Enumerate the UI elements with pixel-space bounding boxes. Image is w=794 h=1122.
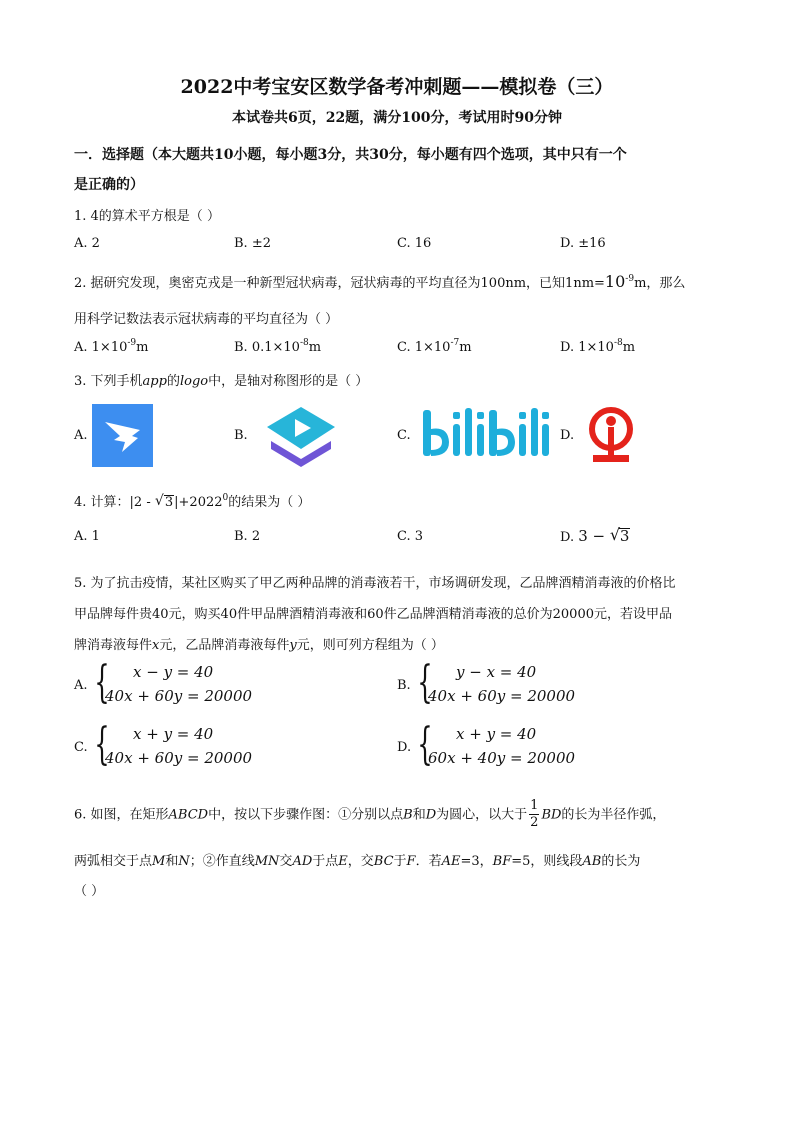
fraction-one-half: $\frac{1}{2}$ — [530, 798, 539, 831]
q5-option-b-eq1: y − x = 40 — [456, 663, 537, 681]
q2-option-a: A. $1\times 10^{-9}m$ — [74, 338, 149, 355]
sqrt-symbol: √ 3 — [154, 493, 174, 510]
q3-option-a-label: A. — [74, 428, 88, 443]
q5-option-b-label: B. — [397, 678, 411, 693]
q4-option-a: A. 1 — [74, 529, 100, 544]
question-4-stem: 4. 计算：|2 - √ $3|+2022^0$的结果为（ ） — [74, 493, 311, 510]
page-title: 2022中考宝安区数学备考冲刺题——模拟卷（三） — [180, 76, 614, 98]
question-2-stem — [74, 272, 685, 291]
question-1-stem: 1. 4的算术平方根是（ ） — [74, 209, 220, 224]
q5-option-d-label: D. — [397, 740, 412, 755]
page-subtitle: 本试卷共6页，22题，满分100分，考试用时90分钟 — [232, 110, 562, 126]
q5-option-d-eq2: 60x + 40y = 20000 — [428, 749, 576, 767]
q3-option-b-label: B. — [234, 428, 248, 443]
q3-option-c-label: C. — [397, 428, 411, 443]
q5-option-c-brace: { — [94, 719, 110, 770]
q1-option-c: C. 16 — [397, 236, 432, 251]
dingtalk-logo-icon — [92, 404, 153, 467]
q2-stem-text: 2. 据研究发现，奥密克戎是一种新型冠状病毒，冠状病毒的平均直径为100nm，已知1nm= — [74, 276, 605, 291]
q1-option-a: A. 2 — [74, 236, 100, 251]
q2-option-c: C. $1\times 10^{-7}m$ — [397, 338, 472, 355]
question-6-line3: （ ） — [74, 884, 105, 899]
q5-option-a-label: A. — [74, 678, 88, 693]
question-3-stem: 3. 下列手机app的logo中，是轴对称图形的是（ ） — [74, 374, 369, 389]
q3-option-d-label: D. — [560, 428, 575, 443]
q5-option-a-eq2: 40x + 60y = 20000 — [105, 687, 253, 705]
question-5-line1: 5. 为了抗击疫情，某社区购买了甲乙两种品牌的消毒液若干，市场调研发现，乙品牌酒精消毒液的价格比 — [74, 576, 676, 591]
q4-option-d: D. 3 − √ 3 — [560, 525, 630, 545]
q5-option-c-label: C. — [74, 740, 88, 755]
question-6-line1: 6. 如图，在矩形ABCD中，按以下步骤作图：①分别以点B和D为圆心，以大于 $\frac{1}{2}$ BD的长为半径作弧， — [74, 798, 666, 831]
question-5-line3: 牌消毒液每件x元，乙品牌消毒液每件y元，则可列方程组为（ ） — [74, 638, 444, 653]
q1-option-d: D. ±16 — [560, 236, 606, 251]
q5-option-a-eq1: x − y = 40 — [133, 663, 214, 681]
bilibili-logo-icon — [420, 404, 550, 464]
q2-option-d: D. $1\times 10^{-8}m$ — [560, 338, 636, 355]
question-2-stem-line2: 用科学记数法表示冠状病毒的平均直径为（ ） — [74, 312, 339, 327]
q5-option-b-eq2: 40x + 60y = 20000 — [428, 687, 576, 705]
question-5-line2: 甲品牌每件贵40元，购买40件甲品牌酒精消毒液和60件乙品牌酒精消毒液的总价为20000元，若设甲品 — [74, 607, 672, 622]
tencent-classroom-logo-icon — [263, 405, 339, 469]
q2-option-b: B. $0.1\times 10^{-8}m$ — [234, 338, 322, 355]
q5-option-c-eq1: x + y = 40 — [133, 725, 214, 743]
section-heading-line1: 一．选择题（本大题共10小题，每小题3分，共30分，每小题有四个选项，其中只有一个 — [74, 147, 627, 163]
q2-stem-text-end: m，那么 — [634, 276, 686, 291]
q5-option-d-brace: { — [417, 719, 433, 770]
q5-option-d-eq1: x + y = 40 — [456, 725, 537, 743]
q5-option-c-eq2: 40x + 60y = 20000 — [105, 749, 253, 767]
railway-logo-icon — [583, 405, 639, 465]
q5-option-b-brace: { — [417, 657, 433, 708]
question-6-line2: 两弧相交于点M和N；②作直线MN交AD于点E，交BC于F．若AE=3，BF=5，则线段AB的长为 — [74, 854, 641, 869]
q4-option-c: C. 3 — [397, 529, 424, 544]
q2-power-base: 10 — [604, 272, 626, 291]
q5-option-a-brace: { — [94, 657, 110, 708]
q4-option-b: B. 2 — [234, 529, 261, 544]
q2-power-exp: -9 — [625, 274, 635, 284]
section-heading-line2: 是正确的） — [74, 177, 144, 193]
q1-option-b: B. ±2 — [234, 236, 271, 251]
